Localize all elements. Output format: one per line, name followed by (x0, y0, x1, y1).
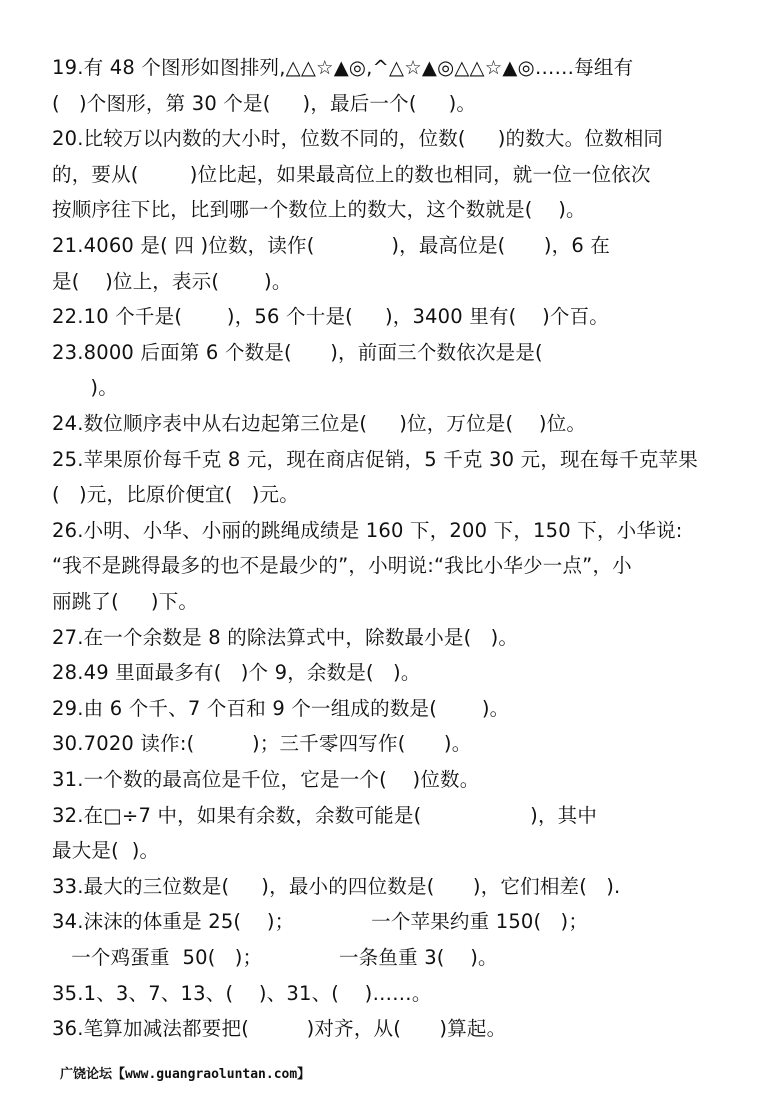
question-line: 23.8000 后面第 6 个数是( )，前面三个数依次是是( (52, 340, 543, 364)
question-line: 26.小明、小华、小丽的跳绳成绩是 160 下，200 下，150 下，小华说: (52, 518, 683, 542)
question-line: )。 (52, 376, 118, 400)
question-line: ( )个图形，第 30 个是( )，最后一个( )。 (52, 91, 477, 115)
question-line: 30.7020 读作:( )；三千零四写作( )。 (52, 732, 472, 756)
question-line: 25.苹果原价每千克 8 元，现在商店促销，5 千克 30 元，现在每千克苹果 (52, 447, 698, 471)
question-line: 的，要从( )位比起，如果最高位上的数也相同，就一位一位依次 (52, 162, 651, 186)
footer-watermark: 广饶论坛【www.guangraoluntan.com】 (60, 1067, 311, 1082)
question-line: 27.在一个余数是 8 的除法算式中，除数最小是( )。 (52, 625, 519, 649)
question-line: 按顺序往下比，比到哪一个数位上的数大，这个数就是( )。 (52, 198, 586, 222)
question-line: “我不是跳得最多的也不是最少的”，小明说:“我比小华少一点”，小 (52, 554, 632, 578)
question-line: 31.一个数的最高位是千位，它是一个( )位数。 (52, 768, 480, 791)
question-line: 丽跳了( )下。 (52, 590, 199, 613)
question-line: 33.最大的三位数是( )，最小的四位数是( )，它们相差( ). (52, 874, 621, 898)
question-line: 22.10 个千是( )，56 个十是( )，3400 里有( )个百。 (52, 305, 609, 329)
question-line: 24.数位顺序表中从右边起第三位是( )位，万位是( )位。 (52, 412, 587, 435)
question-line: 是( )位上，表示( )。 (52, 269, 292, 293)
question-line: 35.1、3、7、13、( )、31、( )……。 (52, 981, 432, 1005)
question-line: 29.由 6 个千、7 个百和 9 个一组成的数是( )。 (52, 696, 510, 720)
question-line: 34.沫沫的体重是 25( )； 一个苹果约重 150( )； (52, 910, 589, 934)
question-line: ( )元，比原价便宜( )元。 (52, 483, 299, 507)
question-line: 19.有 48 个图形如图排列,△△☆▲◎,^△☆▲◎△△☆▲◎……每组有 (52, 56, 634, 79)
question-line: 21.4060 是( 四 )位数，读作( )，最高位是( )，6 在 (52, 234, 611, 257)
question-line: 一个鸡蛋重 50( )； 一条鱼重 3( )。 (52, 946, 498, 969)
question-line: 36.笔算加减法都要把( )对齐，从( )算起。 (52, 1017, 507, 1041)
question-line: 32.在□÷7 中，如果有余数，余数可能是( )，其中 (52, 803, 598, 827)
question-line: 最大是( )。 (52, 839, 160, 863)
question-line: 28.49 里面最多有( )个 9，余数是( )。 (52, 661, 421, 685)
question-line: 20.比较万以内数的大小时，位数不同的，位数( )的数大。位数相同 (52, 127, 664, 151)
